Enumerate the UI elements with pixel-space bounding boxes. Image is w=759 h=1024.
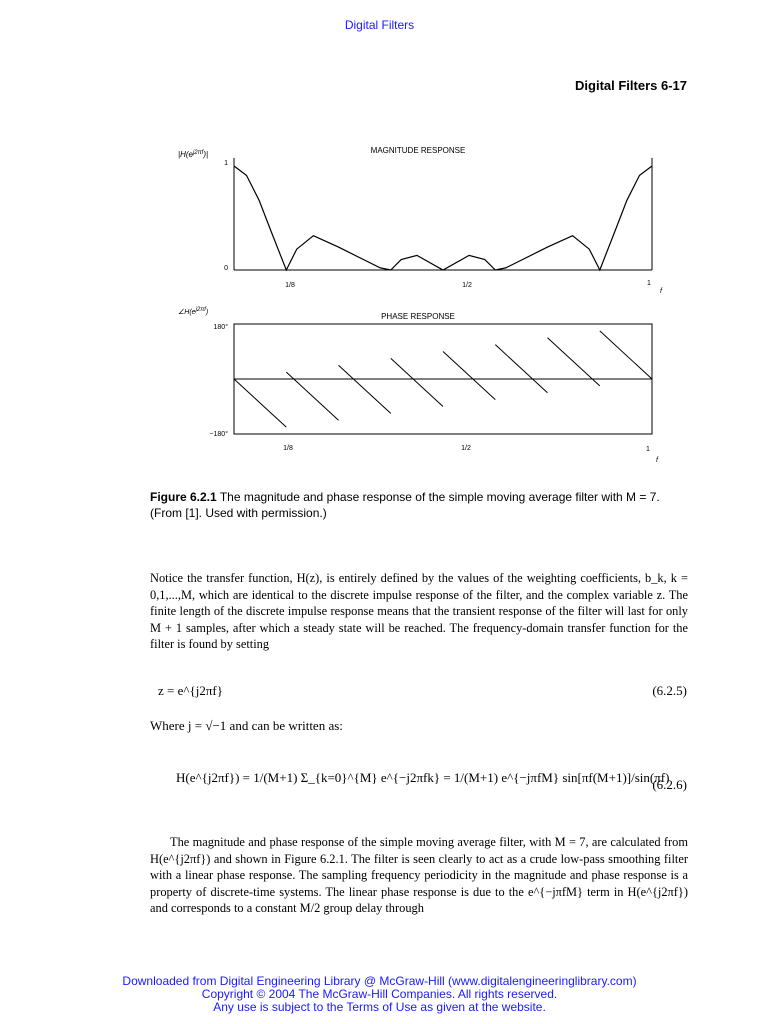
equation-number-6-2-5: (6.2.5): [652, 683, 687, 698]
phase-xtick-1-8: 1/8: [283, 445, 293, 452]
magnitude-ylabel: $|H(e^{j2\pi f})|$: [178, 150, 209, 159]
phase-segment-6: [495, 345, 547, 393]
footer-line-1[interactable]: Downloaded from Digital Engineering Library @ McGraw-Hill (www.digitalengineeringlibrary.com): [122, 974, 637, 988]
phase-xtick-1: 1: [646, 446, 650, 453]
magnitude-ytick-0: 0: [224, 265, 228, 272]
magnitude-ytick-1: 1: [224, 160, 228, 167]
caption-text: The magnitude and phase response of the simple moving average filter with M = 7. (From [1]. Used with permission.): [150, 490, 660, 520]
phase-title: PHASE RESPONSE: [381, 312, 455, 321]
figure-caption: [150, 489, 692, 521]
magnitude-chart: [178, 146, 663, 295]
phase-ylabel: ∠H(ej2πf): [178, 307, 209, 316]
caption-label: Figure 6.2.1: [150, 490, 217, 504]
magnitude-xtick-1: 1: [647, 280, 651, 287]
equation-number-6-2-6: (6.2.6): [652, 777, 687, 792]
magnitude-xtick-1-8: 1/8: [285, 282, 295, 289]
phase-chart: [178, 307, 659, 464]
footer-line-2: Copyright © 2004 The McGraw-Hill Companies. All rights reserved.: [201, 987, 558, 1001]
magnitude-curve: [234, 166, 652, 270]
equation-6-2-6: H(e^{j2πf}) = 1/(M+1) Σ_{k=0}^{M} e^{−j2πfk} = 1/(M+1) e^{−jπfM} sin[πf(M+1)]/sin(πf): [176, 770, 670, 785]
paragraph-2-text: The magnitude and phase response of the simple moving average filter, with M = 7, are calculated from H(e^{j2πf}) and shown in Figure 6.2.1. The filter is seen clearly to act as a crude low-pass smoothing filter with a linear phase response. The sampling frequency periodicity in the magnitude and phase response is a property of discrete-time systems. The linear phase response is due to the e^{−jπfM} term in H(e^{j2πf}) and corresponds to a constant M/2 group delay through: [150, 835, 688, 916]
figure-6-2-1: [0, 0, 759, 480]
phase-xtick-1-2: 1/2: [461, 445, 471, 452]
phase-segment-5: [443, 352, 495, 400]
paragraph-1: [150, 570, 688, 653]
phase-segment-4: [391, 358, 443, 406]
magnitude-title: MAGNITUDE RESPONSE: [370, 146, 466, 155]
phase-ytick-180: 180°: [213, 324, 228, 331]
magnitude-xlabel: f: [660, 288, 662, 295]
where-line: Where j = √−1 and can be written as:: [150, 718, 343, 733]
phase-segment-3: [339, 365, 391, 413]
phase-segment-1: [234, 379, 286, 427]
footer: [0, 975, 759, 1014]
equation-6-2-5: z = e^{j2πf}: [158, 683, 223, 698]
phase-xlabel: f: [656, 457, 658, 464]
paragraph-2: [150, 834, 688, 917]
footer-line-3: Any use is subject to the Terms of Use as given at the website.: [213, 1000, 546, 1014]
page-title: Digital Filters 6-17: [575, 78, 687, 93]
magnitude-xtick-1-2: 1/2: [462, 282, 472, 289]
paragraph-1-text: Notice the transfer function, H(z), is entirely defined by the values of the weighting coefficients, b_k, k = 0,1,...,M, which are identical to the discrete impulse response of the filter, and the complex variable z. The finite length of the discrete impulse response means that the transient response of the filter will last for only M + 1 samples, after which a steady state will be reached. The frequency-domain transfer function for the filter is found by setting: [150, 571, 688, 652]
phase-ytick-neg180: −180°: [209, 431, 228, 438]
top-link[interactable]: Digital Filters: [344, 18, 415, 32]
phase-segment-8: [600, 331, 652, 379]
